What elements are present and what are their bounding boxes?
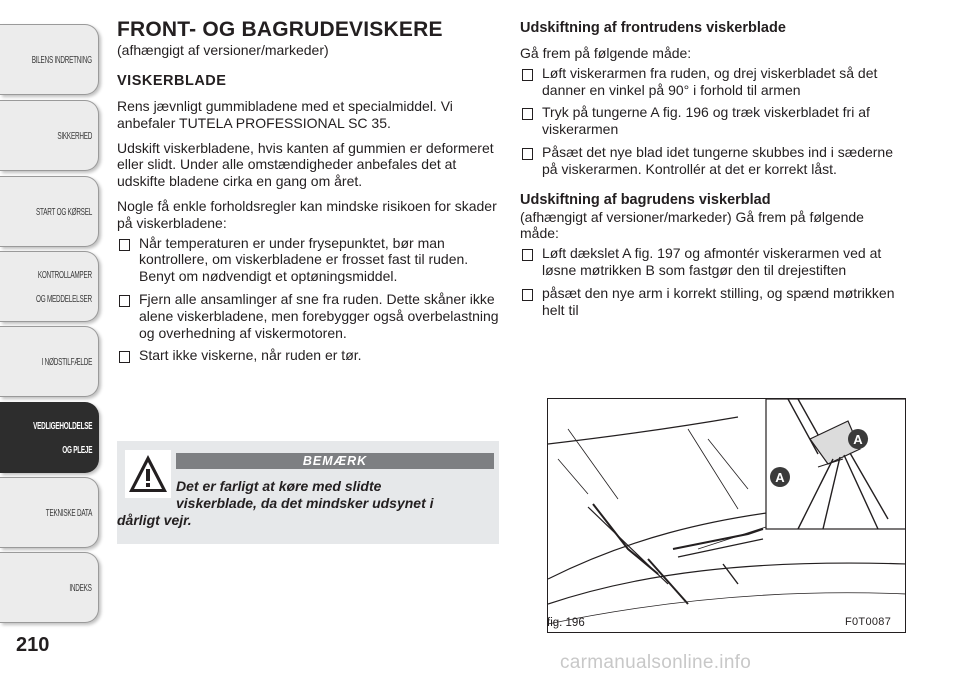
bullet-list: [520, 65, 902, 178]
section-heading: VISKERBLADE: [117, 73, 227, 89]
tab-i-nodstilfaelde[interactable]: I NØDSTILFÆLDE: [0, 326, 99, 397]
paragraph: Gå frem på følgende måde:: [520, 45, 692, 61]
paragraph: Rens jævnligt gummibladene med et specialmiddel. Vi anbefaler TUTELA PROFESSIONAL SC 35.: [117, 98, 453, 131]
list-item: Løft viskerarmen fra ruden, og drej viskerbladet så det danner en vinkel på 90° i forhold til armen: [520, 65, 902, 99]
list-item: Start ikke viskerne, når ruden er tør.: [117, 347, 499, 364]
list-item: Løft dækslet A fig. 197 og afmontér viskerarmen ved at løsne møtrikken B som fastgør den til drejestiften: [520, 245, 902, 279]
tab-kontrollamper[interactable]: KONTROLLAMPER OG MEDDELELSER: [0, 251, 99, 322]
tab-start-og-korsel[interactable]: START OG KØRSEL: [0, 176, 99, 247]
page-title: FRONT- OG BAGRUDEVISKERE: [117, 18, 443, 41]
bullet-list: [117, 235, 499, 365]
paragraph: Udskift viskerbladene, hvis kanten af gummien er deformeret eller slidt. Under alle omstændigheder anbefales det at udskifte bladene cirka en gang om året.: [117, 139, 494, 190]
tab-tekniske-data[interactable]: TEKNISKE DATA: [0, 477, 99, 548]
list-item: Tryk på tungerne A fig. 196 og træk viskerbladet fri af viskerarmen: [520, 104, 902, 138]
note-heading: BEMÆRK: [176, 453, 494, 469]
list-item: påsæt den nye arm i korrekt stilling, og spænd møtrikken helt til: [520, 285, 902, 319]
list-item: Når temperaturen er under frysepunktet, bør man kontrollere, om viskerbladene er frosset fast til ruden. Benyt om nødvendigt et optøningsmiddel.: [117, 235, 499, 285]
list-item: Påsæt det nye blad idet tungerne skubbes ind i sæderne på viskerarmen. Kontrollér at det er korrekt låst.: [520, 144, 902, 178]
note-text: Det er farligt at køre med slidte viskerblade, da det mindsker udsynet i dårligt vejr.: [117, 478, 434, 528]
heading-front-wiper: Udskiftning af frontrudens viskerblade: [520, 20, 786, 36]
tab-sikkerhed[interactable]: SIKKERHED: [0, 100, 99, 171]
paragraph: Nogle få enkle forholdsregler kan mindske risikoen for skader på viskerbladene:: [117, 197, 497, 231]
page-subtitle: (afhængigt af versioner/markeder): [117, 42, 329, 58]
figure-wiper-illustration: [547, 398, 906, 633]
watermark: carmanualsonline.info: [560, 652, 752, 673]
bullet-list: [520, 245, 902, 318]
callout-a: A: [775, 470, 785, 485]
wiper-drawing: [548, 399, 906, 633]
figure-caption: fig. 196: [547, 617, 585, 629]
left-column: [117, 18, 499, 370]
chapter-tabs: [0, 0, 100, 630]
paragraph: (afhængigt af versioner/markeder) Gå frem på følgende måde:: [520, 208, 864, 242]
page-number: 210: [16, 634, 50, 656]
tab-bilens-indretning[interactable]: BILENS INDRETNING: [0, 24, 99, 95]
tab-indeks[interactable]: INDEKS: [0, 552, 99, 623]
right-column: [520, 20, 902, 324]
list-item: Fjern alle ansamlinger af sne fra ruden. Dette skåner ikke alene viskerbladene, men forebygger også overbelastning og overhedning af viskermotoren.: [117, 291, 499, 341]
callout-a: A: [853, 432, 863, 447]
tab-vedligeholdelse[interactable]: VEDLIGEHOLDELSE OG PLEJE: [0, 402, 99, 473]
heading-rear-wiper: Udskiftning af bagrudens viskerblad: [520, 191, 771, 208]
figure-code: F0T0087: [845, 616, 892, 628]
